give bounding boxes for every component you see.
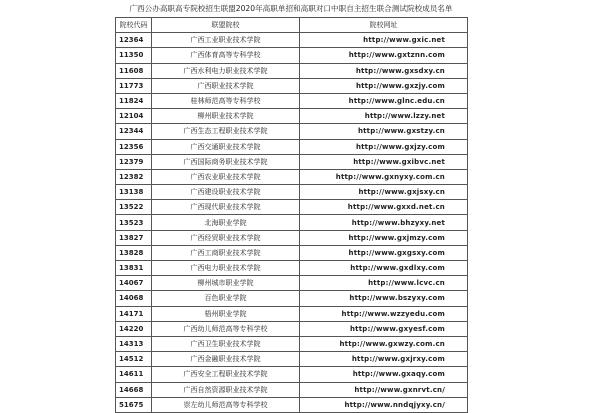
table-row	[116, 382, 468, 397]
college-name-cell: 广西工业职业技术学院	[152, 33, 300, 48]
table-row	[116, 48, 468, 63]
college-code-cell: 11773	[116, 78, 152, 93]
college-name-cell: 柳州职业技术学院	[152, 109, 300, 124]
table-row	[116, 261, 468, 276]
college-url-cell: http://www.bhzyxy.net	[300, 215, 468, 230]
college-code-cell: 13831	[116, 261, 152, 276]
college-name-cell: 广西电力职业技术学院	[152, 261, 300, 276]
college-url-cell: http://www.gxjzy.com	[300, 139, 468, 154]
college-name-cell: 广西职业技术学院	[152, 78, 300, 93]
college-url-cell: http://www.lcvc.cn	[300, 276, 468, 291]
college-name-cell: 广西交通职业技术学院	[152, 139, 300, 154]
table-row	[116, 245, 468, 260]
table-row	[116, 367, 468, 382]
college-code-cell: 11824	[116, 93, 152, 108]
table-row	[116, 336, 468, 351]
college-code-cell: 12356	[116, 139, 152, 154]
college-name-cell: 广西工商职业技术学院	[152, 245, 300, 260]
college-name-cell: 广西安全工程职业技术学院	[152, 367, 300, 382]
college-name-cell: 广西自然资源职业技术学院	[152, 382, 300, 397]
college-name-cell: 广西金融职业技术学院	[152, 352, 300, 367]
table-row	[116, 215, 468, 230]
college-code-cell: 12344	[116, 124, 152, 139]
table-row	[116, 109, 468, 124]
college-url-cell: http://www.gxjrxy.com	[300, 352, 468, 367]
college-url-cell: http://www.gxtznn.com	[300, 48, 468, 63]
college-name-cell: 广西农业职业技术学院	[152, 169, 300, 184]
college-code-cell: 13138	[116, 185, 152, 200]
table-row	[116, 185, 468, 200]
college-name-cell: 广西生态工程职业技术学院	[152, 124, 300, 139]
college-code-cell: 14067	[116, 276, 152, 291]
page-title: 广西公办高职高专院校招生联盟2020年高职单招和高职对口中职自主招生联合测试院校成员名单	[129, 4, 453, 13]
college-code-cell: 13828	[116, 245, 152, 260]
college-code-cell: 14068	[116, 291, 152, 306]
college-url-cell: http://www.lzzy.net	[300, 109, 468, 124]
college-name-cell: 百色职业学院	[152, 291, 300, 306]
college-url-cell: http://www.gxdlxy.com	[300, 261, 468, 276]
member-list-sheet	[115, 0, 467, 413]
table-row	[116, 93, 468, 108]
college-code-cell: 13522	[116, 200, 152, 215]
college-code-cell: 11350	[116, 48, 152, 63]
college-url-cell: http://www.bszyxy.com	[300, 291, 468, 306]
table-row	[116, 63, 468, 78]
college-name-cell: 梧州职业学院	[152, 306, 300, 321]
college-url-cell: http://www.gxxd.net.cn	[300, 200, 468, 215]
college-code-cell: 12382	[116, 169, 152, 184]
college-url-cell: http://www.nndqjyxy.cn/	[300, 397, 468, 412]
college-url-cell: http://www.gxibvc.net	[300, 154, 468, 169]
college-code-cell: 12364	[116, 33, 152, 48]
college-code-cell: 13827	[116, 230, 152, 245]
table-row	[116, 200, 468, 215]
college-code-cell: 12379	[116, 154, 152, 169]
college-name-cell: 柳州城市职业学院	[152, 276, 300, 291]
college-code-cell: 14313	[116, 336, 152, 351]
college-url-cell: http://www.gxwzy.com.cn	[300, 336, 468, 351]
header-name: 联盟院校	[152, 18, 300, 33]
college-url-cell: http://www.gxaqy.com	[300, 367, 468, 382]
college-table	[115, 17, 468, 413]
college-name-cell: 广西体育高等专科学校	[152, 48, 300, 63]
table-row	[116, 154, 468, 169]
table-row	[116, 397, 468, 412]
college-code-cell: 13523	[116, 215, 152, 230]
college-url-cell: http://www.gxnyxy.com.cn	[300, 169, 468, 184]
table-row	[116, 169, 468, 184]
table-row	[116, 321, 468, 336]
college-code-cell: 14171	[116, 306, 152, 321]
college-url-cell: http://www.gxstzy.cn	[300, 124, 468, 139]
college-url-cell: http://www.wzzyedu.com	[300, 306, 468, 321]
college-url-cell: http://www.gxzjy.com	[300, 78, 468, 93]
college-name-cell: 广西国际商务职业技术学院	[152, 154, 300, 169]
header-url: 院校网址	[300, 18, 468, 33]
college-name-cell: 广西现代职业技术学院	[152, 200, 300, 215]
college-code-cell: 14611	[116, 367, 152, 382]
college-name-cell: 崇左幼儿师范高等专科学校	[152, 397, 300, 412]
college-url-cell: http://www.gxic.net	[300, 33, 468, 48]
table-row	[116, 139, 468, 154]
college-code-cell: 14668	[116, 382, 152, 397]
college-url-cell: http://www.gxsdxy.cn	[300, 63, 468, 78]
college-name-cell: 广西建设职业技术学院	[152, 185, 300, 200]
table-row	[116, 124, 468, 139]
table-row	[116, 230, 468, 245]
table-body	[116, 33, 468, 413]
college-code-cell: 14220	[116, 321, 152, 336]
header-code: 院校代码	[116, 18, 152, 33]
college-url-cell: http://www.glnc.edu.cn	[300, 93, 468, 108]
college-url-cell: http://www.gxnrvt.cn/	[300, 382, 468, 397]
college-name-cell: 北海职业学院	[152, 215, 300, 230]
college-code-cell: 11608	[116, 63, 152, 78]
table-row	[116, 276, 468, 291]
college-url-cell: http://www.gxgsxy.com	[300, 245, 468, 260]
table-row	[116, 78, 468, 93]
table-row	[116, 33, 468, 48]
college-url-cell: http://www.gxjsxy.cn	[300, 185, 468, 200]
table-row	[116, 291, 468, 306]
college-code-cell: 51675	[116, 397, 152, 412]
table-row	[116, 352, 468, 367]
college-name-cell: 桂林师范高等专科学校	[152, 93, 300, 108]
college-name-cell: 广西幼儿师范高等专科学校	[152, 321, 300, 336]
table-row	[116, 306, 468, 321]
college-code-cell: 12104	[116, 109, 152, 124]
college-name-cell: 广西水利电力职业技术学院	[152, 63, 300, 78]
college-name-cell: 广西经贸职业技术学院	[152, 230, 300, 245]
header-row	[116, 18, 468, 33]
college-url-cell: http://www.gxjmzy.com	[300, 230, 468, 245]
college-code-cell: 14512	[116, 352, 152, 367]
college-url-cell: http://www.gxyesf.com	[300, 321, 468, 336]
college-name-cell: 广西卫生职业技术学院	[152, 336, 300, 351]
